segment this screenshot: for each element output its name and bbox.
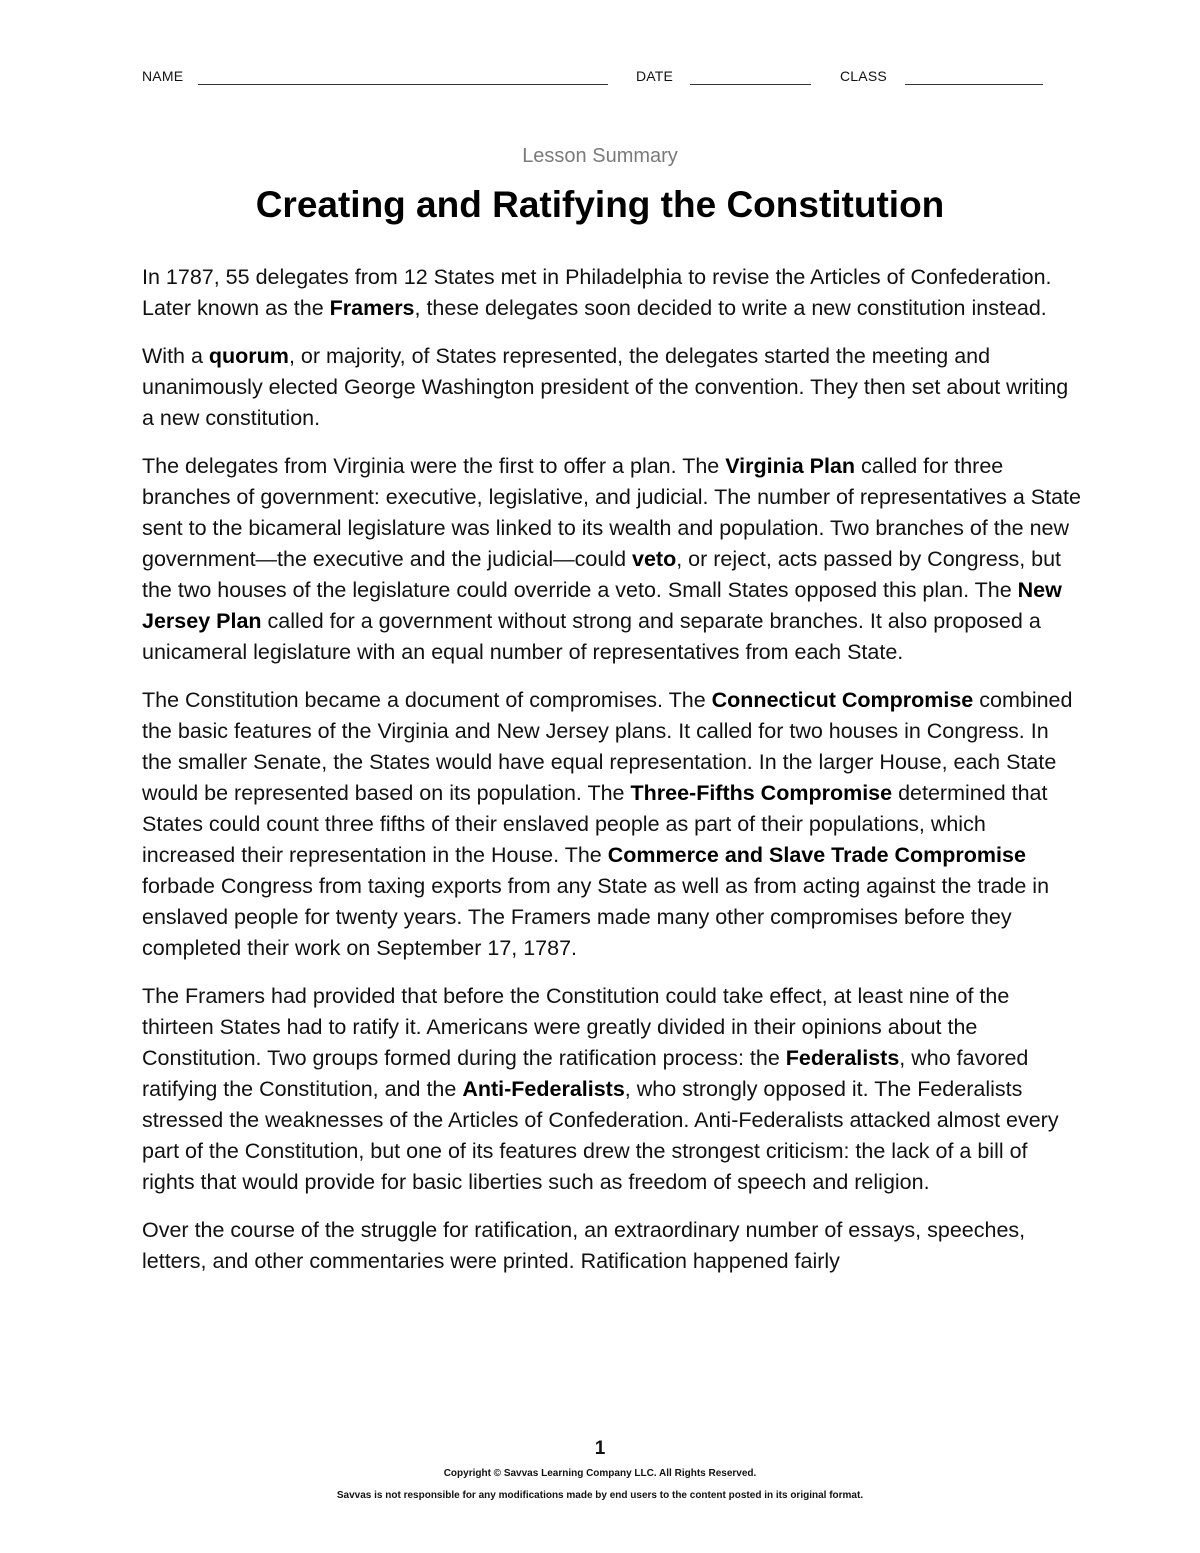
- body-paragraph: [142, 262, 1082, 324]
- disclaimer-notice: Savvas is not responsible for any modifications made by end users to the content posted in its original format.: [336, 1490, 864, 1501]
- body-paragraph: [142, 341, 1082, 434]
- paragraph-text: The Framers had provided that before the Constitution could take effect, at least nine of the thirteen States had to ratify it. Americans were greatly divided in their opinions about the Constitution. Two groups formed during the ratification process: the: [142, 984, 1010, 1070]
- key-term: Anti-Federalists: [462, 1077, 625, 1101]
- paragraph-text: With a: [142, 344, 209, 368]
- body-paragraph: [142, 981, 1082, 1198]
- key-term: New Jersey Plan: [142, 578, 1062, 633]
- page-number: 1: [594, 1438, 606, 1459]
- paragraph-text: , these delegates soon decided to write a new constitution instead.: [414, 296, 1047, 320]
- paragraph-text: , or reject, acts passed by Congress, but the two houses of the legislature could override a veto. Small States opposed this plan. The: [142, 547, 1062, 602]
- class-field-line: [905, 84, 1043, 85]
- paragraph-text: , or majority, of States represented, the delegates started the meeting and unanimously elected George Washington president of the convention. They then set about writing a new constitution.: [142, 344, 1069, 430]
- paragraph-text: In 1787, 55 delegates from 12 States met in Philadelphia to revise the Articles of Confederation. Later known as the: [142, 265, 1052, 320]
- name-label: NAME: [142, 68, 184, 84]
- worksheet-header: [0, 62, 1200, 88]
- date-label: DATE: [636, 68, 674, 84]
- body-paragraph: [142, 451, 1082, 668]
- paragraph-text: forbade Congress from taxing exports from any State as well as from acting against the trade in enslaved people for twenty years. The Framers made many other compromises before they completed their work on September 17, 1787.: [142, 874, 1050, 960]
- paragraph-text: determined that States could count three fifths of their enslaved people as part of their populations, which increased their representation in the House. The: [142, 781, 1048, 867]
- paragraph-text: Over the course of the struggle for ratification, an extraordinary number of essays, speeches, letters, and other commentaries were printed. Ratification happened fairly: [142, 1218, 1026, 1273]
- key-term: Virginia Plan: [725, 454, 856, 478]
- paragraph-text: , who favored ratifying the Constitution, and the: [142, 1046, 1029, 1101]
- paragraph-text: The delegates from Virginia were the first to offer a plan. The: [142, 454, 726, 478]
- body-paragraph: [142, 1215, 1082, 1277]
- paragraph-text: combined the basic features of the Virginia and New Jersey plans. It called for two houses in Congress. In the smaller Senate, the States would have equal representation. In the larger House, each State would be represented based on its population. The: [142, 688, 1073, 805]
- page-title: Creating and Ratifying the Constitution: [255, 184, 945, 225]
- key-term: veto: [632, 547, 677, 571]
- lesson-summary-eyebrow: Lesson Summary: [522, 145, 678, 167]
- body-paragraph: [142, 685, 1082, 964]
- date-field-line: [690, 84, 811, 85]
- key-term: Federalists: [785, 1046, 900, 1070]
- paragraph-text: The Constitution became a document of compromises. The: [142, 688, 712, 712]
- key-term: Framers: [329, 296, 415, 320]
- key-term: Commerce and Slave Trade Compromise: [607, 843, 1026, 867]
- paragraph-text: called for three branches of government: executive, legislative, and judicial. The number of representatives a State sent to the bicameral legislature was linked to its wealth and population. Two branches of the new government—the executive and the judicial—could: [142, 454, 1081, 571]
- key-term: quorum: [208, 344, 289, 368]
- lesson-body: [142, 262, 1082, 1294]
- paragraph-text: called for a government without strong and separate branches. It also proposed a unicameral legislature with an equal number of representatives from each State.: [142, 609, 1041, 664]
- paragraph-text: , who strongly opposed it. The Federalists stressed the weaknesses of the Articles of Confederation. Anti-Federalists attacked almost every part of the Constitution, but one of its features drew the strongest criticism: the lack of a bill of rights that would provide for basic liberties such as freedom of speech and religion.: [142, 1077, 1059, 1194]
- name-field-line: [198, 84, 608, 85]
- copyright-notice: Copyright © Savvas Learning Company LLC. All Rights Reserved.: [443, 1468, 757, 1479]
- key-term: Three-Fifths Compromise: [630, 781, 893, 805]
- class-label: CLASS: [840, 68, 887, 84]
- key-term: Connecticut Compromise: [711, 688, 974, 712]
